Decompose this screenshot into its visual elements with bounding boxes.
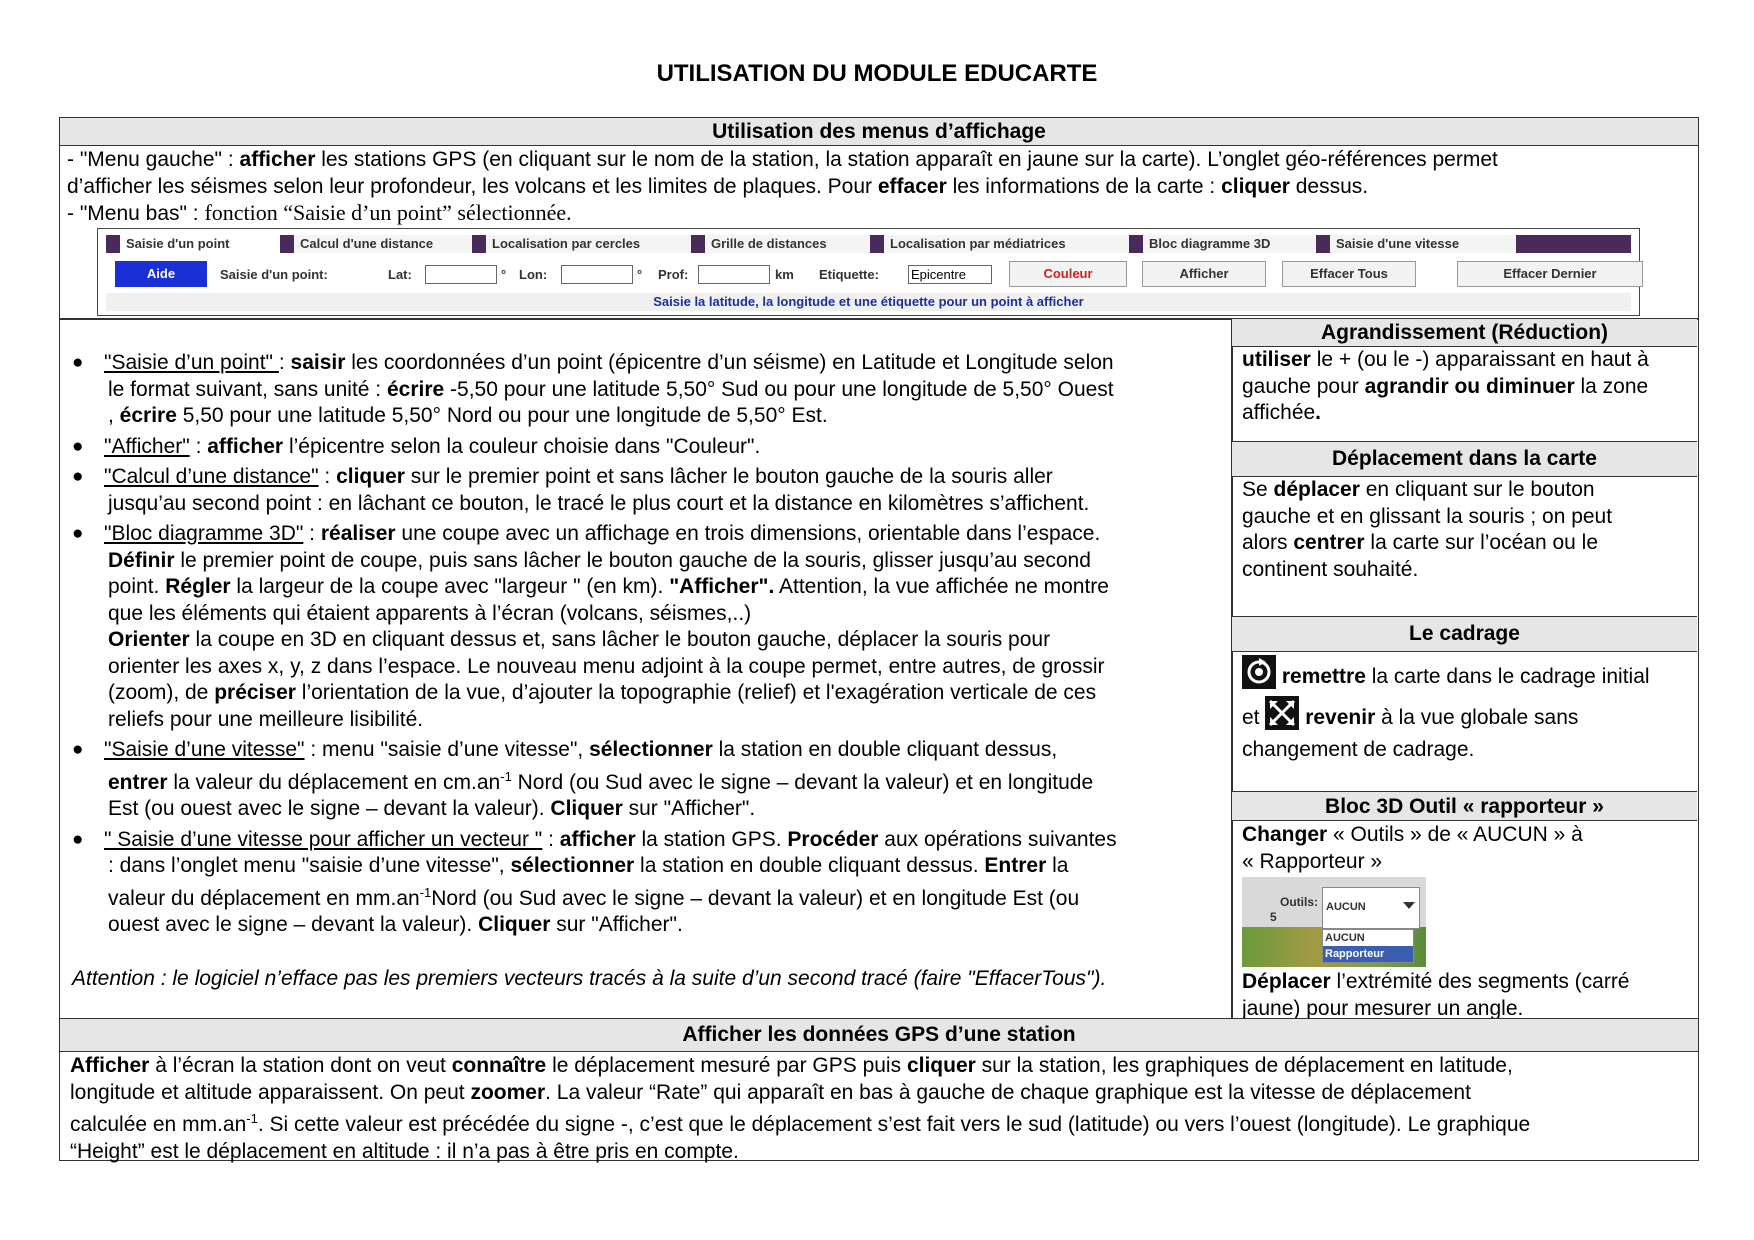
- t: aux opérations suivantes: [878, 827, 1117, 851]
- t: ouest avec le signe – devant la valeur).: [108, 913, 479, 936]
- b5-l2: [60, 764, 1230, 797]
- k: Régler: [165, 575, 231, 598]
- k: réaliser: [320, 522, 396, 545]
- agrandissement-body: [1242, 347, 1692, 427]
- k: écrire: [119, 404, 177, 427]
- chevron-down-icon: [1403, 902, 1415, 909]
- cadrage-header: Le cadrage: [1232, 616, 1697, 652]
- section-menus-header: Utilisation des menus d’affichage: [60, 118, 1698, 146]
- b2-l1: [60, 434, 1230, 461]
- km-label: km: [775, 267, 794, 282]
- l: jaune) pour mesurer un angle.: [1242, 996, 1524, 1020]
- k: cliquer: [1221, 174, 1290, 198]
- t: fonction “Saisie d’un point” sélectionnée.: [204, 200, 572, 225]
- t: le + (ou le -) apparaissant en haut à: [1310, 348, 1649, 371]
- k: afficher: [239, 148, 316, 171]
- t: Nord (ou Sud avec le signe – devant la valeur) et en longitude Est (ou: [431, 886, 1080, 910]
- l: [1242, 347, 1692, 374]
- t: Se: [1242, 478, 1274, 501]
- bullet-icon: ●: [72, 352, 84, 373]
- l: [1242, 696, 1692, 737]
- t: ,: [108, 404, 120, 427]
- b4-l1: [60, 521, 1230, 548]
- t: point.: [108, 575, 166, 598]
- t: à la vue globale sans: [1375, 706, 1579, 729]
- link: " Saisie d’une vitesse pour afficher un vecteur ": [104, 827, 543, 851]
- tab-localisation-cercles[interactable]: Localisation par cercles: [486, 235, 691, 253]
- k: afficher: [559, 827, 636, 851]
- page-title: UTILISATION DU MODULE EDUCARTE: [656, 60, 1098, 87]
- k: revenir: [1305, 706, 1376, 729]
- bullet-icon: ●: [72, 466, 84, 487]
- b6-l3: [60, 880, 1230, 913]
- b6-l4: [60, 912, 1230, 939]
- etiquette-input[interactable]: Epicentre: [908, 265, 992, 284]
- k: sélectionner: [510, 854, 635, 877]
- t: :: [303, 522, 321, 545]
- outils-select[interactable]: [1322, 887, 1420, 929]
- section-menus-body: [67, 147, 1692, 228]
- t: valeur du déplacement en mm.an: [108, 886, 420, 910]
- k: connaître: [451, 1054, 547, 1077]
- b1-l1: [60, 350, 1230, 377]
- lon-input[interactable]: [561, 265, 633, 284]
- t: les stations GPS (en cliquant sur le nom de la station, la station apparaît en jaune sur la carte). L’onglet géo-références permet: [315, 148, 1498, 171]
- section-side: [1231, 318, 1699, 1020]
- t: l’épicentre selon la couleur choisie dans "Couleur".: [283, 434, 761, 458]
- dropdown-list: [1322, 929, 1414, 963]
- k: entrer: [108, 770, 168, 794]
- lat-input[interactable]: [425, 265, 497, 284]
- t: dessus.: [1289, 174, 1369, 198]
- k: préciser: [214, 681, 296, 704]
- l: gauche et en glissant la souris ; on peut: [1242, 504, 1613, 528]
- t: la station GPS.: [635, 827, 788, 851]
- t: la station en double cliquant dessus,: [712, 738, 1058, 761]
- k: afficher: [207, 434, 284, 458]
- menu-gauche-line2: [67, 174, 1692, 201]
- outils-label: Outils:: [1280, 895, 1318, 909]
- t: la station en double cliquant dessus.: [634, 854, 985, 877]
- l: [70, 1106, 1695, 1139]
- l: continent souhaité.: [1242, 557, 1419, 581]
- t: sur "Afficher".: [622, 797, 756, 820]
- k: zoomer: [470, 1080, 546, 1104]
- l: [70, 1053, 1695, 1080]
- k: déplacer: [1273, 478, 1360, 501]
- agrandissement-header: Agrandissement (Réduction): [1232, 319, 1697, 347]
- t: le déplacement mesuré par GPS puis: [546, 1054, 907, 1077]
- b4-l5: [60, 627, 1230, 654]
- t: la: [1046, 854, 1069, 877]
- t: le format suivant, sans unité :: [108, 377, 387, 401]
- list-item: [60, 434, 1230, 461]
- t: « Outils » de « AUCUN » à: [1327, 823, 1583, 846]
- t: les informations de la carte :: [946, 174, 1222, 198]
- tab-saisie-vitesse[interactable]: Saisie d'une vitesse: [1330, 235, 1516, 253]
- dropdown-option[interactable]: AUCUN: [1325, 932, 1365, 944]
- couleur-button[interactable]: Couleur: [1009, 261, 1127, 287]
- t: une coupe avec un affichage en trois dimensions, orientable dans l’espace.: [395, 522, 1101, 545]
- b4-l2: [60, 548, 1230, 575]
- k: Entrer: [984, 854, 1047, 877]
- degree-symbol: °: [637, 267, 643, 282]
- k: Orienter: [108, 628, 190, 651]
- bullet-icon: ●: [72, 739, 84, 760]
- lat-label: Lat:: [388, 267, 412, 282]
- menu-gauche-line1: [67, 147, 1692, 174]
- b6-l1: [60, 827, 1230, 854]
- k: cliquer: [336, 465, 405, 488]
- t: sur le premier point et sans lâcher le bouton gauche de la souris aller: [404, 465, 1053, 488]
- t: 5,50 pour une latitude 5,50° Nord ou pour une longitude de 5,50° Est.: [176, 404, 828, 427]
- effacer-tous-button[interactable]: Effacer Tous: [1282, 261, 1416, 287]
- toolbar-status: Saisie la latitude, la longitude et une étiquette pour un point à afficher: [106, 293, 1631, 311]
- select-value: AUCUN: [1326, 901, 1366, 913]
- t: sur la station, les graphiques de déplacement en latitude,: [975, 1054, 1513, 1077]
- b4-l6: orienter les axes x, y, z dans l’espace. Le nouveau menu adjoint à la coupe permet, entre autres, de grossir: [108, 654, 1105, 678]
- t: en cliquant sur le bouton: [1359, 478, 1595, 501]
- t: calculée en mm.an: [70, 1113, 247, 1136]
- list-item: [60, 521, 1230, 733]
- l: [1242, 822, 1692, 849]
- t: à l’écran la station dont on veut: [149, 1054, 452, 1077]
- t: d’afficher les séismes selon leur profondeur, les volcans et les limites de plaques. Pour: [67, 174, 878, 198]
- tab-grille-distances[interactable]: Grille de distances: [705, 235, 870, 253]
- b6-l2: [60, 853, 1230, 880]
- t: l’orientation de la vue, d’ajouter la topographie (relief) et l'exagération verticale de ces: [295, 681, 1097, 704]
- t: affichée: [1242, 401, 1316, 424]
- l: [1242, 400, 1692, 427]
- sup: -1: [500, 768, 512, 784]
- k: Cliquer: [478, 913, 551, 936]
- bloc3d-body: [1242, 822, 1692, 875]
- l: [1242, 530, 1692, 557]
- k: Afficher: [70, 1054, 150, 1077]
- l: « Rapporteur »: [1242, 849, 1383, 873]
- t: l’extrémité des segments (carré: [1330, 970, 1630, 993]
- k: "Afficher".: [669, 575, 775, 598]
- list-item: [60, 464, 1230, 517]
- k: .: [1315, 401, 1322, 424]
- k: écrire: [386, 377, 445, 401]
- k: cliquer: [906, 1054, 976, 1077]
- deplacement-body: [1242, 477, 1692, 583]
- deplacement-header: Déplacement dans la carte: [1232, 441, 1697, 477]
- gps-header: Afficher les données GPS d’une station: [60, 1019, 1698, 1052]
- t: . Si cette valeur est précédée du signe -, c’est que le déplacement s’est fait vers le sud (latitude) ou vers l’ouest (longitude). Le graphique: [257, 1113, 1531, 1136]
- tab-bloc-diagramme-3d[interactable]: Bloc diagramme 3D: [1143, 235, 1316, 253]
- l: [1242, 374, 1692, 401]
- prof-label: Prof:: [658, 267, 689, 282]
- bloc3d-body-2: [1242, 969, 1692, 1022]
- bloc3d-header: Bloc 3D Outil « rapporteur »: [1232, 791, 1697, 821]
- link: "Calcul d’une distance": [104, 465, 319, 488]
- t: longitude et altitude apparaissent. On peut: [70, 1080, 471, 1104]
- link: "Saisie d’une vitesse": [104, 738, 305, 761]
- t: Est (ou ouest avec le signe – devant la valeur).: [108, 797, 551, 820]
- b1-l3: [60, 403, 1230, 430]
- l: [70, 1080, 1695, 1107]
- t: la valeur du déplacement en cm.an: [167, 770, 501, 794]
- link: "Saisie d’un point": [104, 351, 279, 374]
- sup: -1: [419, 884, 432, 900]
- k: effacer: [877, 174, 947, 198]
- lon-label: Lon:: [519, 267, 548, 282]
- t: la zone: [1574, 374, 1649, 398]
- menu-bas-line: [67, 200, 1692, 228]
- l: changement de cadrage.: [1242, 738, 1475, 761]
- l: “Height” est le déplacement en altitude : il n’a pas à être pris en compte.: [70, 1139, 739, 1163]
- k: Cliquer: [550, 797, 623, 820]
- k: saisir: [290, 351, 346, 374]
- l: [1242, 969, 1692, 996]
- k: Définir: [108, 548, 175, 572]
- t: Attention, la vue affichée ne montre: [774, 575, 1109, 598]
- global-view-icon[interactable]: [1265, 696, 1299, 730]
- l: [1242, 477, 1692, 504]
- t: : menu "saisie d’une vitesse",: [304, 738, 590, 761]
- saisie-label: Saisie d'un point:: [220, 267, 328, 282]
- effacer-dernier-button[interactable]: Effacer Dernier: [1457, 261, 1643, 287]
- gps-body: [70, 1053, 1695, 1165]
- b3-l1: [60, 464, 1230, 491]
- b4-l4: que les éléments qui étaient apparents à l’écran (volcans, séismes,..): [108, 601, 752, 625]
- degree-symbol: °: [501, 267, 507, 282]
- b4-l8: reliefs pour une meilleure lisibilité.: [108, 707, 424, 731]
- t: -5,50 pour une latitude 5,50° Sud ou pour une longitude de 5,50° Ouest: [444, 377, 1114, 401]
- t: Nord (ou Sud avec le signe – devant la valeur) et en longitude: [511, 770, 1094, 794]
- prof-input[interactable]: [698, 265, 770, 284]
- t: sur "Afficher".: [550, 913, 683, 936]
- t: :: [278, 351, 291, 374]
- section-instructions: [59, 318, 1233, 1020]
- k: Procéder: [787, 827, 879, 851]
- b4-l3: [60, 574, 1230, 601]
- k: utiliser: [1242, 348, 1311, 371]
- bullet-icon: ●: [72, 435, 84, 457]
- b5-l3: [60, 796, 1230, 823]
- t: : dans l’onglet menu "saisie d’une vitesse",: [108, 854, 511, 877]
- b4-l7: [60, 680, 1230, 707]
- section-gps: [59, 1018, 1699, 1161]
- b1-l2: [60, 377, 1230, 404]
- reset-frame-icon[interactable]: [1242, 655, 1276, 689]
- t: la largeur de la coupe avec "largeur " (en km).: [230, 575, 670, 598]
- t: et: [1242, 706, 1266, 729]
- t: . La valeur “Rate” qui apparaît en bas à gauche de chaque graphique est la vitesse de déplacement: [545, 1080, 1471, 1104]
- t: - "Menu gauche" :: [67, 148, 240, 171]
- b3-l2: jusqu’au second point : en lâchant ce bouton, le tracé le plus court et la distance en kilomètres s’affichent.: [108, 491, 1090, 515]
- k: Changer: [1242, 823, 1328, 846]
- t: alors: [1242, 531, 1294, 554]
- t: la carte sur l’océan ou le: [1364, 531, 1599, 554]
- t: :: [318, 465, 337, 488]
- bullet-icon: ●: [72, 828, 84, 850]
- t: (zoom), de: [108, 681, 215, 704]
- list-item: [60, 737, 1230, 823]
- instructions-body: [60, 350, 1230, 992]
- list-item: [60, 827, 1230, 939]
- k: sélectionner: [589, 738, 713, 761]
- k: agrandir ou diminuer: [1364, 374, 1575, 398]
- tab-localisation-mediatrices[interactable]: Localisation par médiatrices: [884, 235, 1129, 253]
- link: "Afficher": [104, 434, 190, 458]
- bullet-icon: ●: [72, 523, 84, 544]
- b5-l1: [60, 737, 1230, 764]
- l: [1242, 655, 1692, 696]
- k: centrer: [1293, 531, 1365, 554]
- afficher-button[interactable]: Afficher: [1142, 261, 1266, 287]
- sup: -1: [246, 1111, 258, 1126]
- t: :: [542, 827, 560, 851]
- cadrage-body: [1242, 655, 1692, 764]
- k: Déplacer: [1242, 970, 1331, 993]
- t: les coordonnées d’un point (épicentre d’un séisme) en Latitude et Longitude selon: [345, 351, 1114, 374]
- list-item: [60, 350, 1230, 430]
- link: "Bloc diagramme 3D": [104, 522, 304, 545]
- rapporteur-screenshot: [1242, 877, 1426, 967]
- tab-calcul-distance[interactable]: Calcul d'une distance: [294, 235, 472, 253]
- dropdown-option[interactable]: Rapporteur: [1323, 946, 1413, 962]
- t: la carte dans le cadrage initial: [1365, 665, 1650, 688]
- k: remettre: [1281, 665, 1366, 688]
- attention-note: Attention : le logiciel n’efface pas les premiers vecteurs tracés à la suite d’un second tracé (faire "EffacerTous").: [72, 966, 1107, 990]
- t: la coupe en 3D en cliquant dessus et, sans lâcher le bouton gauche, déplacer la souris pour: [189, 628, 1051, 651]
- t: gauche pour: [1242, 374, 1365, 398]
- aide-button[interactable]: Aide: [115, 261, 207, 287]
- menu-bas-toolbar: [97, 228, 1640, 316]
- t: le premier point de coupe, puis sans lâcher le bouton gauche de la souris, glisser jusqu’au second: [174, 548, 1091, 572]
- t: - "Menu bas" :: [67, 202, 205, 225]
- tab-saisie-point[interactable]: Saisie d'un point: [120, 235, 280, 253]
- toolbar-tabs: [106, 235, 1631, 253]
- map-scale: 5: [1270, 910, 1277, 924]
- t: :: [189, 434, 208, 458]
- etiquette-label: Etiquette:: [819, 267, 879, 282]
